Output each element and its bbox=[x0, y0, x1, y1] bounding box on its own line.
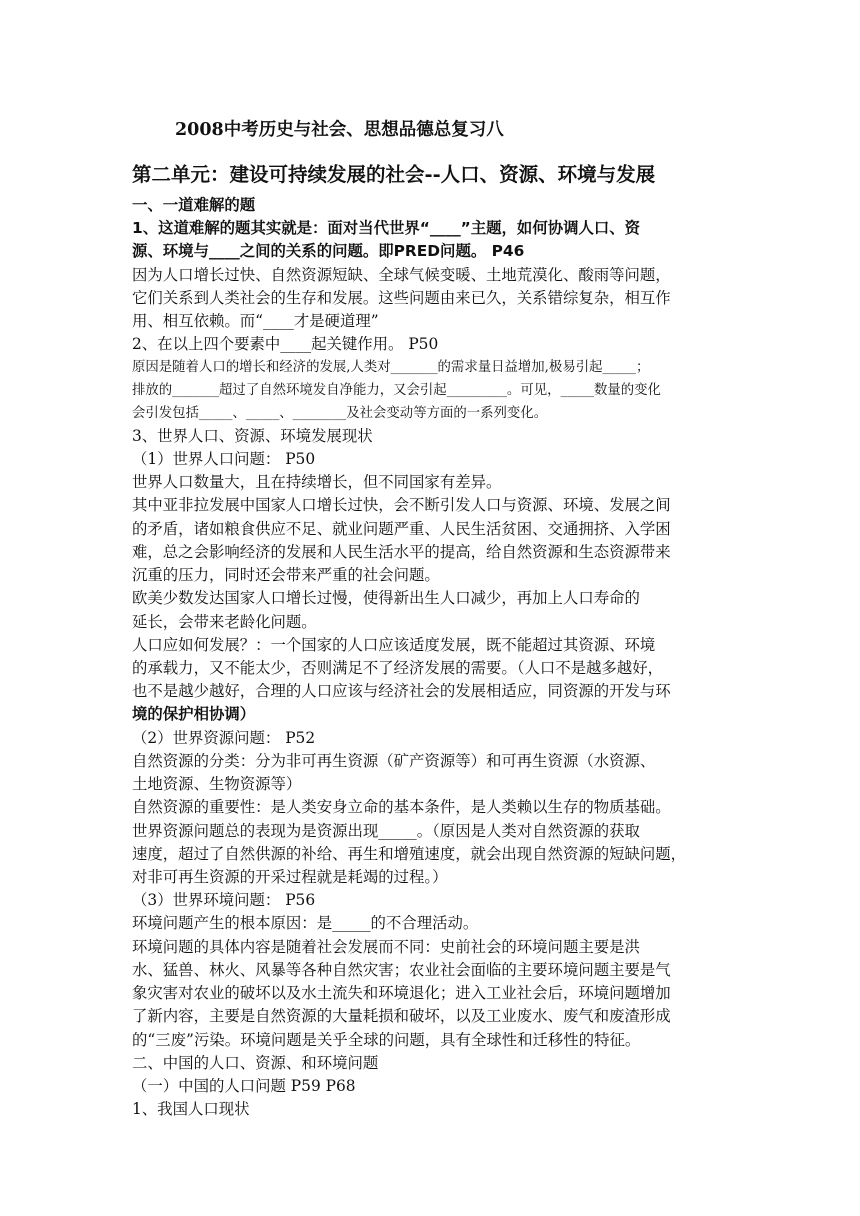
text-line: 环境问题产生的根本原因：是_____的不合理活动。 bbox=[132, 914, 479, 932]
unit-heading: 第二单元：建设可持续发展的社会--人口、资源、环境与发展 bbox=[132, 163, 656, 186]
section-heading: 一、一道难解的题 bbox=[132, 196, 256, 214]
text-line: 象灾害对农业的破坏以及水土流失和环境退化；进入工业社会后，环境问题增加 bbox=[132, 984, 671, 1002]
text-line: 速度，超过了自然供源的补给、再生和增殖速度，就会出现自然资源的短缺问题， bbox=[132, 845, 687, 863]
text-line: 原因是随着人口的增长和经济的发展,人类对_______的需求量日益增加,极易引起_____； bbox=[132, 360, 650, 375]
text-line: 土地资源、生物资源等） bbox=[132, 775, 302, 793]
text-line: 沉重的压力，同时还会带来严重的社会问题。 bbox=[132, 566, 440, 584]
subsection-heading: （1）世界人口问题： P50 bbox=[132, 450, 316, 468]
text-line: 难，总之会影响经济的发展和人民生活水平的提高，给自然资源和生态资源带来 bbox=[132, 543, 671, 561]
text-line: 其中亚非拉发展中国家人口增长过快，会不断引发人口与资源、环境、发展之间 bbox=[132, 496, 671, 514]
text-line: 世界人口数量大，且在持续增长，但不同国家有差异。 bbox=[132, 473, 502, 491]
text-line: 的承载力，又不能太少，否则满足不了经济发展的需要。（人口不是越多越好， bbox=[132, 659, 663, 677]
text-line: 的矛盾，诸如粮食供应不足、就业问题严重、人民生活贫困、交通拥挤、入学困 bbox=[132, 520, 671, 538]
text-line: 用、相互依赖。而“____才是硬道理” bbox=[132, 312, 379, 330]
section-heading: 二、中国的人口、资源、和环境问题 bbox=[132, 1054, 379, 1072]
text-line: 水、猛兽、林火、风暴等各种自然灾害；农业社会面临的主要环境问题主要是气 bbox=[132, 961, 671, 979]
text-line: 的“三废”污染。环境问题是关乎全球的问题，具有全球性和迁移性的特征。 bbox=[132, 1031, 641, 1049]
text-line: 对非可再生资源的开采过程就是耗竭的过程。） bbox=[132, 868, 448, 886]
text-line: 自然资源的分类：分为非可再生资源（矿产资源等）和可再生资源（水资源、 bbox=[132, 752, 656, 770]
subsection-heading: （一）中国的人口问题 P59 P68 bbox=[132, 1077, 356, 1095]
text-line: 境的保护相协调） bbox=[132, 705, 256, 723]
subsection-heading: （2）世界资源问题： P52 bbox=[132, 729, 316, 747]
text-line: 世界资源问题总的表现为是资源出现_____。（原因是人类对自然资源的获取 bbox=[132, 822, 640, 840]
subsection-heading: （3）世界环境问题： P56 bbox=[132, 891, 316, 909]
text-line: 因为人口增长过快、自然资源短缺、全球气候变暖、土地荒漠化、酸雨等问题， bbox=[132, 266, 671, 284]
text-line: 也不是越少越好，合理的人口应该与经济社会的发展相适应，同资源的开发与环 bbox=[132, 682, 671, 700]
text-line: 源、环境与____之间的关系的问题。即PRED问题。 P46 bbox=[132, 242, 525, 260]
text-line: 了新内容，主要是自然资源的大量耗损和破坏，以及工业废水、废气和废渣形成 bbox=[132, 1007, 671, 1025]
text-line: 3、世界人口、资源、环境发展现状 bbox=[132, 427, 373, 445]
text-line: 1、这道难解的题其实就是：面对当代世界“____”主题，如何协调人口、资 bbox=[132, 219, 641, 237]
text-line: 1、我国人口现状 bbox=[132, 1100, 250, 1118]
text-line: 会引发包括_____、_____、________及社会变动等方面的一系列变化。 bbox=[132, 406, 548, 421]
document-title: 2008中考历史与社会、思想品德总复习八 bbox=[175, 120, 504, 140]
text-line: 2、在以上四个要素中____起关键作用。 P50 bbox=[132, 335, 439, 353]
text-line: 自然资源的重要性：是人类安身立命的基本条件，是人类赖以生存的物质基础。 bbox=[132, 798, 671, 816]
text-line: 延长，会带来老龄化问题。 bbox=[132, 613, 317, 631]
text-line: 人口应如何发展？：一个国家的人口应该适度发展，既不能超过其资源、环境 bbox=[132, 636, 656, 654]
text-line: 欧美少数发达国家人口增长过慢，使得新出生人口减少，再加上人口寿命的 bbox=[132, 589, 640, 607]
text-line: 排放的_______超过了自然环境发自净能力，又会引起_________。可见，_____数量的变化 bbox=[132, 383, 661, 398]
text-line: 环境问题的具体内容是随着社会发展而不同：史前社会的环境问题主要是洪 bbox=[132, 938, 640, 956]
text-line: 它们关系到人类社会的生存和发展。这些问题由来已久，关系错综复杂，相互作 bbox=[132, 289, 671, 307]
